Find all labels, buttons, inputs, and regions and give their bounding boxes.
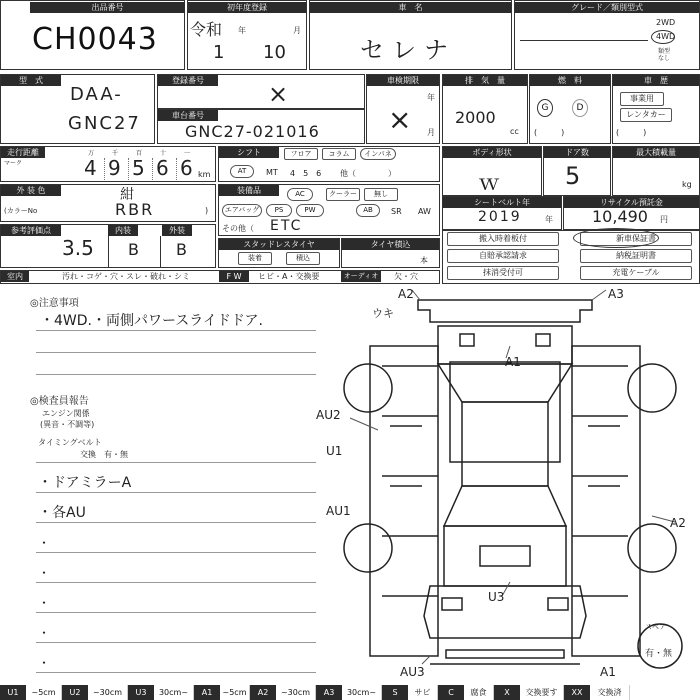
mileage-sep-1 [104,158,105,180]
capacity-header: 最大積載量 [613,147,699,158]
tire-load-unit: 本 [420,256,428,265]
shift-column: コラム [322,148,356,160]
displacement-value: 2000 [455,108,496,127]
inspector-timing: タイミングベルト [38,438,102,447]
notes-line-3 [36,374,316,375]
score-header-1: 参考評価点 [1,225,61,236]
doc-4: 抹消受付可 [447,266,559,280]
reg-no-mark: × [268,80,289,108]
score-header-2: 内装 [108,225,138,236]
inspector-line-5 [36,612,316,613]
legend-code-5: A3 [316,685,342,700]
dmg-au2: AU2 [316,408,341,422]
displacement-header: 排 気 量 [443,75,527,86]
score-interior: B [128,240,139,259]
inspector-item-1: ・各AU [38,505,86,521]
inspector-line-6 [36,642,316,643]
car-name-value: セレナ [360,36,456,64]
notes-line-1 [36,330,316,331]
fuel-paren: ( ) [534,128,565,137]
equip-cooler: クーラー [326,188,360,201]
audio-label: オーディオ [341,271,381,282]
legend-desc-8: 交換要す [520,685,564,700]
car-name-header: 車 名 [310,2,511,13]
audio-value: 欠・穴 [394,272,418,281]
doc-0: 搬入時着板付 [447,232,559,246]
score-divider-2 [160,236,161,268]
model-header: 型 式 [1,75,61,86]
legend-desc-5: 30cm~ [342,685,382,700]
inspector-item-0: ・ドアミラーA [38,475,132,491]
mileage-digit-0: 4 [84,156,97,180]
mileage-unit-4: 一 [184,150,191,157]
notes-line-2 [36,352,316,353]
dmg-a1-bottom: A1 [600,665,616,679]
legend-code-0: U1 [0,685,26,700]
inspector-item-3: ・ [38,566,51,580]
studless-loaded: 積込 [286,252,320,265]
score-divider-1 [108,236,109,268]
inspector-item-4: ・ [38,596,51,610]
doors-value: 5 [565,162,581,190]
inspector-header: ◎検査員報告 [30,396,89,407]
legend-code-4: A2 [250,685,276,700]
inspection-header: 車検期限 [367,75,439,86]
shift-at: AT [230,165,254,178]
inspector-item-6: ・ [38,656,51,670]
inspector-line-3 [36,552,316,553]
first-reg-era: 令和 [190,20,223,39]
inspector-line-4 [36,582,316,583]
legend-code-3: A1 [194,685,220,700]
inspector-item-2: ・ [38,536,51,550]
spare-value: 有・無 [645,649,673,659]
legend-desc-1: ~30cm [88,685,128,700]
dmg-u3: U3 [488,590,505,604]
shift-other: 他（ ） [340,169,396,178]
seatbelt-value: 2019 [478,209,522,225]
shift-header: シフト [219,147,279,158]
equip-other-value: ETC [270,218,303,234]
recycle-unit: 円 [660,215,668,224]
score-exterior: B [176,240,187,259]
fuel-g-circle: G [537,99,553,117]
inspector-engine-sub: (異音・不調等) [40,420,95,429]
history-business: 事業用 [620,92,664,106]
lot-header: 出品番号 [30,2,185,13]
reg-no-header: 登録番号 [158,75,218,86]
seatbelt-header: シートベルト年 [443,197,561,208]
inspector-line-0 [36,462,316,463]
doc-2: 自賠承認請求 [447,249,559,263]
grade-none: 類型なし [658,48,671,62]
mileage-digit-3: 6 [156,156,169,180]
model-line2: GNC27 [68,113,141,134]
doc-1-circle [573,228,659,248]
mileage-mark: マーク [4,160,23,167]
inspection-month-unit: 月 [427,128,435,137]
legend-desc-2: 30cm~ [154,685,194,700]
mileage-digit-1: 9 [108,156,121,180]
studless-fitted: 装着 [238,252,272,265]
history-paren: ( ) [616,128,647,137]
exterior-header: 外 装 色 [1,185,61,196]
lot-number: CH0043 [32,22,158,57]
exterior-close: ) [205,206,209,215]
dmg-ukiki: ウキ [372,307,394,320]
first-reg-year-unit: 年 [238,26,246,35]
shift-mt: MT [266,168,278,177]
equip-airbag: エアバッグ [222,204,262,217]
score-header-3: 外装 [162,225,192,236]
studless-header: スタッドレスタイヤ [219,239,339,250]
inspector-timing-sub: 交換 有・無 [80,450,128,459]
body-type-value: ｗ [478,171,501,196]
notes-header: ◎注意事項 [30,298,79,309]
equip-other-label: その他（ [222,224,254,233]
legend-desc-7: 腐食 [464,685,494,700]
mileage-digit-4: 6 [180,156,193,180]
mileage-unit-3: 十 [160,150,167,157]
legend-code-1: U2 [62,685,88,700]
grade-4wd: 4WD [656,32,676,41]
dmg-a1-roof: A1 [505,355,521,369]
shift-floor: フロア [284,148,318,160]
exterior-sub: (カラーNo [4,207,38,215]
mileage-sep-2 [128,158,129,180]
equip-sr: SR [391,207,402,216]
equip-ab: AB [356,204,380,217]
chassis-value: GNC27-021016 [185,122,320,141]
legend-code-8: X [494,685,520,700]
legend-desc-9: 交換済 [590,685,630,700]
doors-header: ドア数 [544,147,610,158]
legend-code-9: XX [564,685,590,700]
fw-label: F W [219,271,249,282]
dmg-u1: U1 [326,444,343,458]
seatbelt-unit: 年 [545,215,553,224]
notes-text: ・4WD.・両側パワースライドドア. [40,313,263,329]
grade-line [520,40,648,41]
chassis-header: 車台番号 [158,110,218,121]
first-reg-month-unit: 月 [293,26,301,35]
exterior-value2: RBR [115,200,155,219]
mileage-sep-4 [176,158,177,180]
inspector-line-2 [36,522,316,523]
interior-value: 汚れ・コゲ・穴・スレ・破れ・シミ [62,272,190,281]
grade-2wd: 2WD [656,18,676,27]
inspector-item-5: ・ [38,626,51,640]
first-reg-year: 1 [213,42,225,63]
mileage-unit-0: 万 [88,150,95,157]
legend-desc-3: ~5cm [220,685,250,700]
equipment-header: 装備品 [219,185,279,196]
inspection-year-unit: 年 [427,93,435,102]
doc-5: 充電ケーブル [580,266,692,280]
legend-desc-6: サビ [408,685,438,700]
mileage-header: 走行距離 [1,147,45,158]
legend-code-2: U3 [128,685,154,700]
recycle-header: リサイクル預託金 [564,197,699,208]
mileage-unit-1: 千 [112,150,119,157]
fuel-d-circle: D [572,99,588,117]
equip-pw: PW [296,204,324,217]
tire-load-header: タイヤ積込 [342,239,439,250]
grade-header: グレード／類別型式 [515,2,699,13]
history-rental: レンタカー [620,108,672,122]
exterior-value1: 紺 [120,187,134,203]
equip-ac: AC [287,188,313,201]
first-reg-month: 10 [263,42,286,63]
mileage-sep-3 [152,158,153,180]
shift-nums: 4 5 6 [290,169,322,178]
dmg-a2-right: A2 [670,516,686,530]
equip-ps: PS [266,204,292,217]
recycle-value: 10,490 [592,207,648,226]
mileage-km: km [198,170,211,179]
inspector-engine: エンジン関係 [42,409,90,418]
history-header: 車 歴 [613,75,699,86]
fw-value: ヒビ・A・交換要 [258,272,320,281]
equip-aw: AW [418,207,431,216]
displacement-unit: cc [510,127,519,136]
spare-label: スペア [645,623,666,631]
interior-label: 室内 [1,271,29,282]
shift-inpane: インパネ [360,148,396,160]
body-type-header: ボディ形状 [443,147,541,158]
mileage-unit-2: 百 [136,150,143,157]
inspector-line-7 [36,672,316,673]
equip-none: 無し [364,188,398,201]
legend-desc-0: ~5cm [26,685,62,700]
fuel-header: 燃 料 [530,75,610,86]
doc-1: 新車保証書 [580,232,692,246]
legend-code-6: S [382,685,408,700]
model-line1: DAA- [70,84,123,105]
capacity-unit: kg [682,180,692,189]
legend-code-7: C [438,685,464,700]
inspection-mark: × [388,103,412,136]
doc-3: 納税証明書 [580,249,692,263]
inspector-line-1 [36,492,316,493]
first-reg-header: 初年度登録 [188,2,306,13]
dmg-a2-top: A2 [398,287,414,301]
dmg-a3-top: A3 [608,287,624,301]
dmg-au1: AU1 [326,504,351,518]
legend-desc-4: ~30cm [276,685,316,700]
score-overall: 3.5 [62,236,94,260]
mileage-digit-2: 5 [132,156,145,180]
dmg-au3: AU3 [400,665,425,679]
